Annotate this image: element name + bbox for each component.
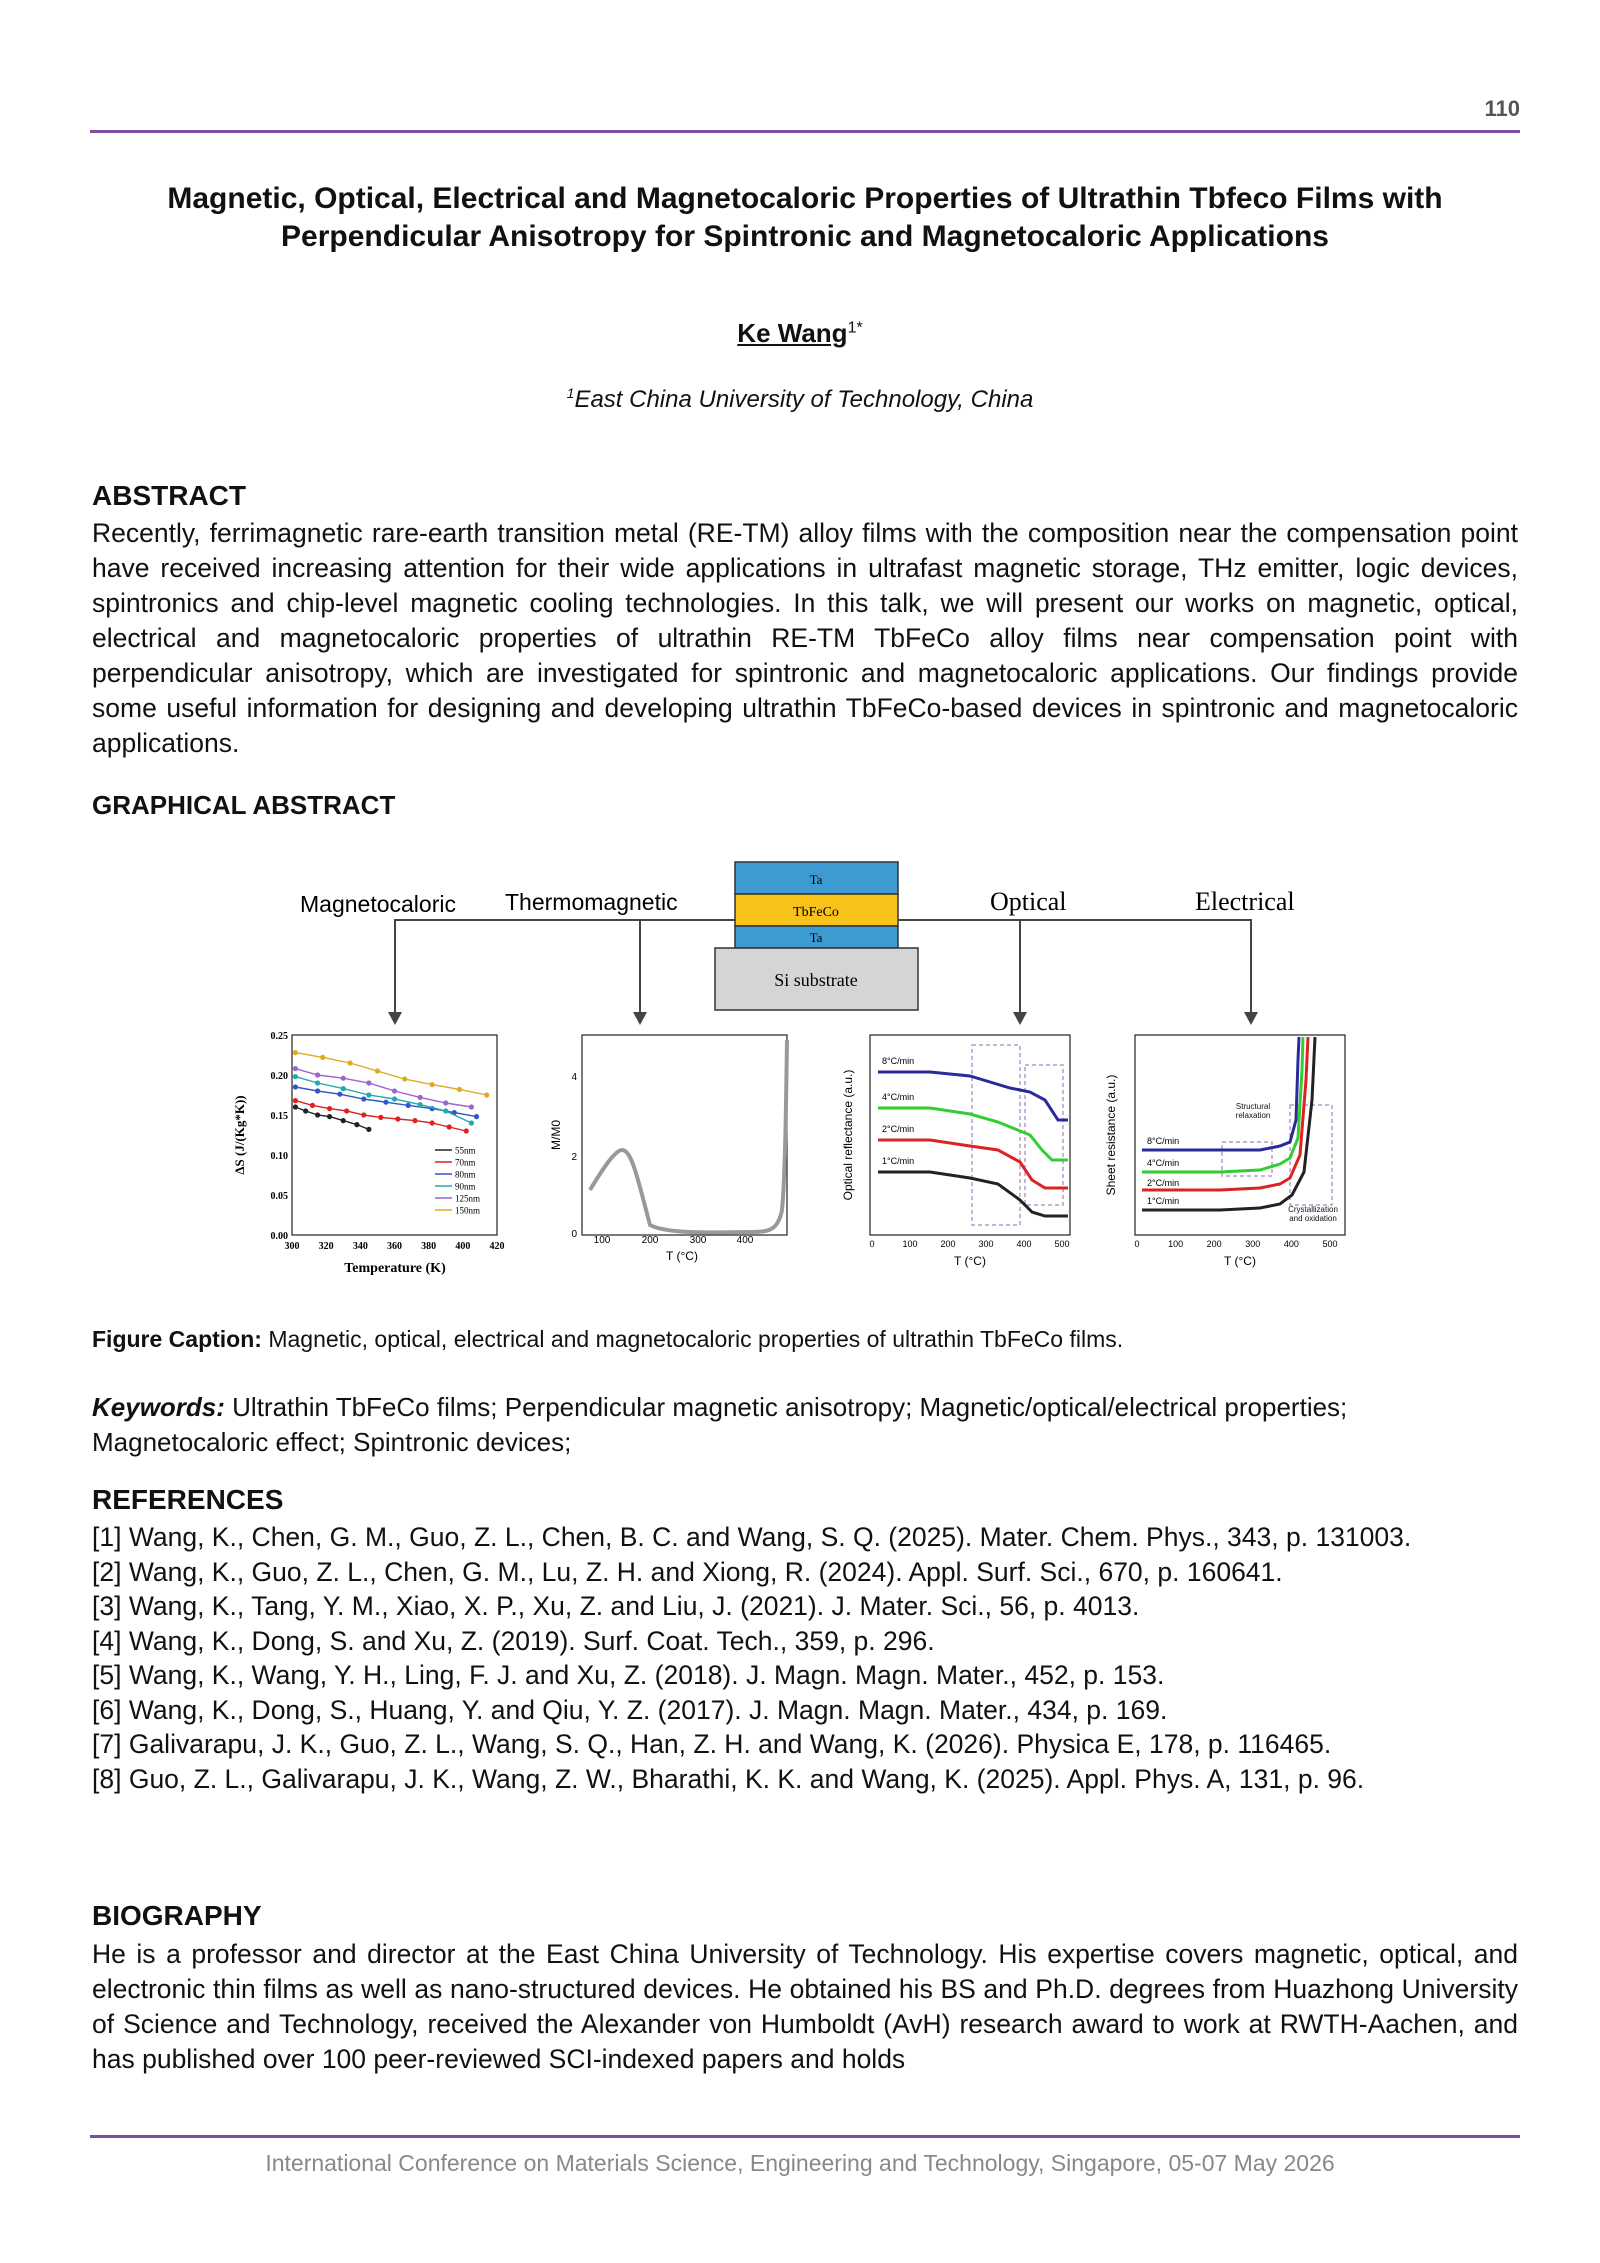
data-point-55nm: [354, 1122, 359, 1127]
data-point-125nm: [443, 1100, 448, 1105]
reference-item: [7] Galivarapu, J. K., Guo, Z. L., Wang, S. Q., Han, Z. H. and Wang, K. (2026). Physica E, 178, p. 116465.: [92, 1729, 1332, 1759]
graphical-abstract-figure: [230, 850, 1390, 1290]
data-point-90nm: [315, 1080, 320, 1085]
reference-item: [6] Wang, K., Dong, S., Huang, Y. and Qiu, Y. Z. (2017). J. Magn. Magn. Mater., 434, p. 169.: [92, 1694, 1168, 1725]
arrow-head-4: [1244, 1012, 1258, 1025]
panel3-xtick: 0: [869, 1239, 875, 1249]
abstract-heading: ABSTRACT: [92, 480, 246, 511]
data-point-150nm: [457, 1087, 462, 1092]
arrow-head-3: [1013, 1012, 1027, 1025]
panel4-xtick: 300: [1245, 1239, 1261, 1249]
data-point-70nm: [310, 1103, 315, 1108]
panel4-xtick: 400: [1283, 1239, 1299, 1249]
data-point-55nm: [303, 1108, 308, 1113]
data-point-80nm: [315, 1088, 320, 1093]
panel2-ylabel: M/M0: [549, 1120, 563, 1150]
data-point-70nm: [327, 1106, 332, 1111]
panel1-xlabel: Temperature (K): [344, 1261, 446, 1276]
ta-top-label: Ta: [809, 872, 823, 887]
data-point-80nm: [383, 1100, 388, 1105]
footer-rule: [90, 2135, 1520, 2138]
data-point-125nm: [392, 1088, 397, 1093]
panel1-xtick: 360: [387, 1241, 402, 1252]
panel2-ytick: 4: [571, 1072, 577, 1083]
reference-item: [1] Wang, K., Chen, G. M., Guo, Z. L., Chen, B. C. and Wang, S. Q. (2025). Mater. Chem. Phys., 343, p. 131003.: [92, 1522, 1412, 1552]
panel1-xtick: 300: [284, 1241, 300, 1252]
panel1-xtick: 340: [352, 1241, 368, 1252]
data-point-80nm: [406, 1103, 411, 1108]
label-magnetocaloric: Magnetocaloric: [300, 891, 456, 917]
graphical-abstract-heading: GRAPHICAL ABSTRACT: [92, 790, 396, 820]
data-point-125nm: [366, 1080, 371, 1085]
panel-electrical: [1104, 1035, 1345, 1268]
footer-text: International Conference on Materials Science, Engineering and Technology, Singapore, 05-07 May 2026: [265, 2150, 1335, 2176]
panel3-box-1: [972, 1045, 1020, 1225]
panel4-xtick: 100: [1168, 1239, 1184, 1249]
substrate-label: Si substrate: [774, 970, 858, 990]
data-point-125nm: [315, 1072, 320, 1077]
panel4-xtick: 0: [1134, 1239, 1140, 1249]
references-list: [92, 1520, 1518, 1796]
panel3-xtick: 300: [978, 1239, 994, 1249]
affiliation: [0, 385, 1600, 414]
panel1-ylabel: ΔS (J/(Kg*K)): [232, 1095, 247, 1175]
panel1-xtick: 400: [455, 1241, 471, 1252]
caption-label: Figure Caption:: [92, 1326, 262, 1352]
panel3-rate: 4°C/min: [882, 1092, 915, 1102]
panel3-xtick: 200: [940, 1239, 956, 1249]
reference-item: [8] Guo, Z. L., Galivarapu, J. K., Wang, Z. W., Bharathi, K. K. and Wang, K. (2025). Appl. Phys. A, 131, p. 96.: [92, 1763, 1365, 1794]
panel3-xtick: 400: [1016, 1239, 1032, 1249]
data-point-150nm: [429, 1082, 434, 1087]
data-point-55nm: [327, 1114, 332, 1119]
tbfeco-label: TbFeCo: [793, 905, 839, 920]
data-point-150nm: [375, 1068, 380, 1073]
data-point-90nm: [392, 1096, 397, 1101]
caption-text: Magnetic, optical, electrical and magnetocaloric properties of ultrathin TbFeCo films.: [261, 1326, 1124, 1352]
title-line-2: Perpendicular Anisotropy for Spintronic and Magnetocaloric Applications: [281, 220, 1329, 253]
data-point-150nm: [347, 1060, 352, 1065]
arrow-head-2: [633, 1012, 647, 1025]
panel2-frame: [582, 1035, 787, 1235]
panel4-annotation-crystallization: Crystallization and oxidation: [1288, 1205, 1338, 1223]
data-point-150nm: [402, 1076, 407, 1081]
data-point-90nm: [341, 1086, 346, 1091]
panel3-xtick: 500: [1054, 1239, 1070, 1249]
data-point-90nm: [443, 1108, 448, 1113]
author-name: Ke Wang: [737, 318, 848, 348]
header-rule: [90, 130, 1520, 133]
panel4-rate: 8°C/min: [1147, 1136, 1180, 1146]
panel4-xtick: 200: [1206, 1239, 1222, 1249]
reference-item: [5] Wang, K., Wang, Y. H., Ling, F. J. and Xu, Z. (2018). J. Magn. Magn. Mater., 452, p. 153.: [92, 1660, 1165, 1690]
figure-caption: [92, 1326, 1123, 1353]
data-point-55nm: [341, 1118, 346, 1123]
data-point-55nm: [315, 1112, 320, 1117]
data-point-90nm: [418, 1102, 423, 1107]
panel4-rate: 1°C/min: [1147, 1196, 1180, 1206]
biography-text: He is a professor and director at the East China University of Technology. His expertise covers magnetic, optical, and electronic thin films as well as nano-structured devices. He obtained his BS and Ph.D. degrees from Huazhong University of Science and Technology, received the Alexander von Humboldt (AvH) research award to work at RWTH-Aachen, and has published over 100 peer-reviewed SCI-indexed papers and holds: [92, 1939, 1518, 2074]
legend-label: 125nm: [455, 1193, 481, 1204]
data-point-150nm: [293, 1050, 298, 1055]
panel-thermomagnetic: [549, 1035, 787, 1263]
ta-bottom-label: Ta: [809, 930, 823, 945]
data-point-70nm: [378, 1115, 383, 1120]
panel3-rate: 2°C/min: [882, 1124, 915, 1134]
panel2-xtick: 100: [593, 1235, 611, 1246]
affiliation-superscript: 1: [566, 385, 575, 401]
panel1-ytick: 0.00: [270, 1231, 288, 1242]
panel3-curve-4: [878, 1108, 1068, 1160]
data-point-90nm: [469, 1120, 474, 1125]
data-point-70nm: [447, 1124, 452, 1129]
panel1-ytick: 0.25: [270, 1031, 288, 1042]
references-heading: REFERENCES: [92, 1484, 284, 1515]
panel2-xtick: 300: [689, 1235, 707, 1246]
label-electrical: Electrical: [1195, 887, 1295, 916]
panel2-xtick: 200: [641, 1235, 659, 1246]
panel3-rate: 1°C/min: [882, 1156, 915, 1166]
data-point-70nm: [395, 1116, 400, 1121]
panel1-ytick: 0.15: [270, 1111, 288, 1122]
data-point-70nm: [429, 1120, 434, 1125]
abstract-text: Recently, ferrimagnetic rare-earth transition metal (RE-TM) alloy films with the composition near the compensation point have received increasing attention for their wide applications in ultrafast magnetic storage, THz emitter, logic devices, spintronics and chip-level magnetic cooling technologies. In this talk, we will present our works on magnetic, optical, electrical and magnetocaloric properties of ultrathin RE-TM TbFeCo alloy films near compensation point with perpendicular anisotropy, which are investigated for spintronic and magnetocaloric applications. Our findings provide some useful information for designing and developing ultrathin TbFeCo-based devices in spintronic and magnetocaloric applications.: [92, 518, 1518, 758]
legend-label: 80nm: [455, 1169, 476, 1180]
data-point-125nm: [341, 1076, 346, 1081]
biography-heading: BIOGRAPHY: [92, 1900, 262, 1931]
panel1-ytick: 0.10: [270, 1151, 288, 1162]
paper-title: [90, 180, 1520, 256]
panel2-curve: [590, 1040, 787, 1232]
panel3-curve-1: [878, 1172, 1068, 1216]
panel-optical: [841, 1035, 1070, 1268]
label-thermomagnetic: Thermomagnetic: [505, 889, 678, 915]
panel1-xtick: 320: [318, 1241, 334, 1252]
data-point-70nm: [464, 1128, 469, 1133]
data-point-125nm: [293, 1066, 298, 1071]
panel2-ytick: 0: [571, 1229, 577, 1240]
keywords-label: Keywords:: [92, 1392, 225, 1422]
legend-label: 55nm: [455, 1145, 476, 1156]
data-point-90nm: [366, 1092, 371, 1097]
affiliation-text: East China University of Technology, China: [574, 386, 1034, 413]
data-point-70nm: [293, 1098, 298, 1103]
panel4-rate: 4°C/min: [1147, 1158, 1180, 1168]
panel4-annotation-structural: Structural relaxation: [1235, 1102, 1271, 1120]
panel4-curve-8: [1142, 1037, 1299, 1150]
keywords: [92, 1390, 1432, 1460]
data-point-90nm: [293, 1074, 298, 1079]
panel1-xtick: 420: [489, 1241, 505, 1252]
title-line-1: Magnetic, Optical, Electrical and Magnetocaloric Properties of Ultrathin Tbfeco Films with: [167, 182, 1443, 215]
panel4-annotation-2-wrap: [1282, 1205, 1344, 1233]
arrow-line-magnetocaloric: [395, 920, 735, 1015]
arrow-head-1: [388, 1012, 402, 1025]
panel4-xlabel: T (°C): [1224, 1254, 1256, 1268]
data-point-55nm: [366, 1127, 371, 1132]
reference-item: [4] Wang, K., Dong, S. and Xu, Z. (2019). Surf. Coat. Tech., 359, p. 296.: [92, 1625, 935, 1656]
data-point-80nm: [361, 1096, 366, 1101]
data-point-80nm: [337, 1092, 342, 1097]
author-superscript: 1*: [847, 319, 863, 337]
layer-stack: [715, 862, 918, 1010]
panel3-xtick: 100: [902, 1239, 918, 1249]
keywords-text: Ultrathin TbFeCo films; Perpendicular magnetic anisotropy; Magnetic/optical/electrical properties; Magnetocaloric effect; Spintronic devices;: [92, 1392, 1348, 1457]
arrow-heads: [388, 1012, 1258, 1025]
data-point-70nm: [344, 1108, 349, 1113]
panel4-ylabel: Sheet resistance (a.u.): [1104, 1074, 1118, 1196]
panel1-ytick: 0.05: [270, 1191, 288, 1202]
panel1-ytick: 0.20: [270, 1071, 288, 1082]
panel3-rate: 8°C/min: [882, 1056, 915, 1066]
panel2-xlabel: T (°C): [666, 1249, 698, 1263]
label-optical: Optical: [990, 887, 1067, 916]
panel3-ylabel: Optical reflectance (a.u.): [841, 1069, 855, 1201]
panel1-xtick: 380: [421, 1241, 437, 1252]
data-point-70nm: [412, 1118, 417, 1123]
data-point-150nm: [320, 1055, 325, 1060]
legend-label: 70nm: [455, 1157, 476, 1168]
data-point-70nm: [361, 1112, 366, 1117]
data-point-80nm: [474, 1114, 479, 1119]
panel4-annotation-1-wrap: [1223, 1102, 1283, 1132]
panel-magnetocaloric: [232, 1031, 505, 1276]
panel2-xtick: 400: [736, 1235, 754, 1246]
panel2-ytick: 2: [571, 1152, 577, 1163]
page-number: 110: [1484, 96, 1520, 121]
legend-label: 150nm: [455, 1205, 481, 1216]
data-point-125nm: [418, 1095, 423, 1100]
data-point-80nm: [293, 1084, 298, 1089]
author: [0, 318, 1600, 349]
data-point-150nm: [484, 1092, 489, 1097]
data-point-125nm: [469, 1104, 474, 1109]
data-point-55nm: [293, 1104, 298, 1109]
arrow-line-electrical: [898, 920, 1251, 1015]
panel4-rate: 2°C/min: [1147, 1178, 1180, 1188]
panel4-xtick: 500: [1322, 1239, 1338, 1249]
panel3-xlabel: T (°C): [954, 1254, 986, 1268]
reference-item: [3] Wang, K., Tang, Y. M., Xiao, X. P., Xu, Z. and Liu, J. (2021). J. Mater. Sci., 56, p. 4013.: [92, 1591, 1140, 1621]
legend-label: 90nm: [455, 1181, 476, 1192]
reference-item: [2] Wang, K., Guo, Z. L., Chen, G. M., Lu, Z. H. and Xiong, R. (2024). Appl. Surf. Sci., 670, p. 160641.: [92, 1556, 1283, 1587]
